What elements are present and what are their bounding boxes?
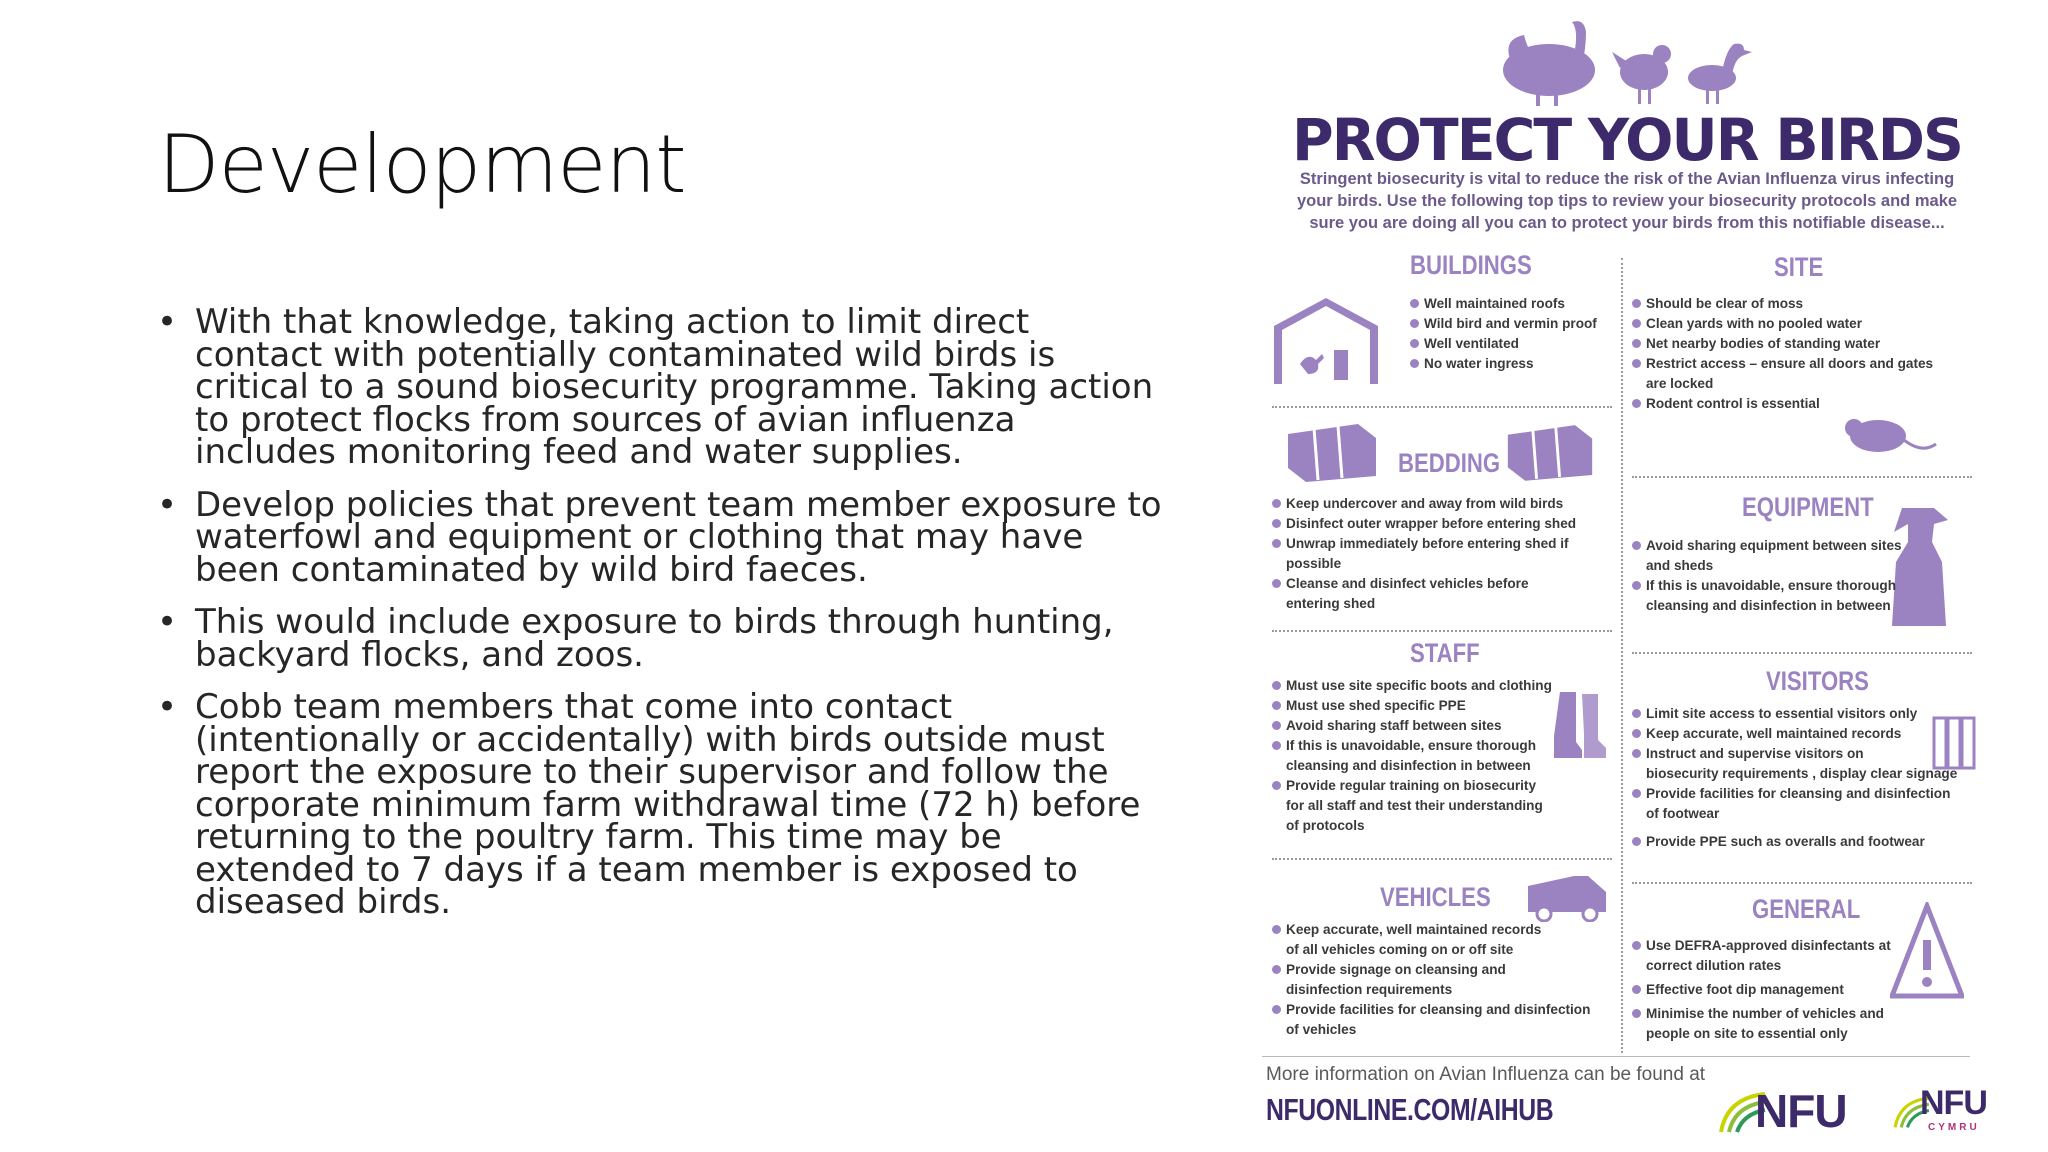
bullet-text: Develop policies that prevent team member exposure to waterfowl and equipment or clothing that may have been contaminated by wild bird faeces.: [195, 484, 1162, 590]
list-item-continuation: of footwear: [1646, 806, 1720, 821]
section-heading-general: GENERAL: [1752, 894, 1861, 924]
list-item: Keep undercover and away from wild birds: [1272, 494, 1576, 514]
list-item: Disinfect outer wrapper before entering shed: [1272, 514, 1576, 534]
section-divider: [1632, 476, 1972, 478]
list-item: Avoid sharing staff between sites: [1272, 716, 1552, 736]
list-item: Net nearby bodies of standing water: [1632, 334, 1933, 354]
bullet-dot: •: [157, 484, 178, 525]
nfu-logo: [1717, 1084, 1867, 1136]
warning-icon: [1890, 902, 1964, 1000]
list-item-continuation: biosecurity requirements , display clear signage: [1646, 766, 1958, 781]
section-divider: [1632, 652, 1972, 654]
bullet-item: [155, 302, 1165, 472]
list-item: Wild bird and vermin proof: [1410, 314, 1597, 334]
poster-intro: Stringent biosecurity is vital to reduce the risk of the Avian Influenza virus infecting your birds. Use the following top tips to review your biosecurity protocols and make sure you are doing all you can to protect your birds from this notifiable disease...: [1296, 170, 1958, 232]
list-item: Restrict access – ensure all doors and gates: [1632, 354, 1933, 374]
bale-icon: [1284, 420, 1380, 484]
list-item-continuation: of all vehicles coming on or off site: [1286, 942, 1514, 957]
turkey-icon: [1503, 21, 1595, 106]
biosecurity-poster: [1262, 6, 1987, 1152]
equipment-list: [1632, 536, 1902, 616]
list-item: Avoid sharing equipment between sites: [1632, 536, 1902, 556]
list-item: Well ventilated: [1410, 334, 1597, 354]
bale-icon: [1504, 420, 1596, 484]
list-item: Should be clear of moss: [1632, 294, 1933, 314]
duck-icon: [1688, 44, 1752, 104]
section-heading-equipment: EQUIPMENT: [1742, 492, 1874, 522]
list-item: Keep accurate, well maintained records: [1272, 920, 1590, 940]
general-list: [1632, 936, 1891, 1044]
column-divider: [1621, 258, 1623, 1053]
buildings-list: [1410, 294, 1597, 374]
list-item: Clean yards with no pooled water: [1632, 314, 1933, 334]
list-item-continuation: people on site to essential only: [1646, 1026, 1848, 1041]
bullet-item: [155, 484, 1165, 590]
list-item: Minimise the number of vehicles and: [1632, 1004, 1891, 1024]
rat-icon: [1842, 404, 1938, 458]
list-item-continuation: and sheds: [1646, 558, 1714, 573]
list-item: Provide facilities for cleansing and disinfection: [1632, 784, 1957, 804]
bullet-text: This would include exposure to birds through hunting, backyard flocks, and zoos.: [195, 602, 1114, 675]
section-divider: [1272, 406, 1612, 408]
list-item-continuation: possible: [1286, 556, 1342, 571]
bullet-item: [155, 687, 1165, 922]
van-icon: [1524, 872, 1610, 922]
list-item: Provide PPE such as overalls and footwear: [1632, 832, 1957, 852]
section-divider: [1272, 630, 1612, 632]
section-divider: [1272, 858, 1612, 860]
list-item: Well maintained roofs: [1410, 294, 1597, 314]
poster-title: PROTECT YOUR BIRDS: [1292, 106, 1962, 174]
bullet-dot: •: [157, 687, 178, 727]
list-item: Use DEFRA-approved disinfectants at: [1632, 936, 1891, 956]
hen-icon: [1612, 45, 1671, 104]
section-heading-buildings: BUILDINGS: [1410, 250, 1532, 280]
nfu-cymru-logo-text: NFU: [1920, 1084, 1987, 1122]
staff-list: [1272, 676, 1552, 836]
bullet-text: With that knowledge, taking action to limit direct contact with potentially contaminated wild birds is critical to a sound biosecurity programme. Taking action to protect flocks from sources of avian influenza includes monitoring feed and water supplies.: [195, 302, 1154, 472]
section-heading-site: SITE: [1774, 252, 1824, 282]
list-item: Rodent control is essential: [1632, 394, 1933, 414]
list-item: If this is unavoidable, ensure thorough: [1632, 576, 1902, 596]
list-item-continuation: of protocols: [1286, 818, 1365, 833]
vehicles-list: [1272, 920, 1590, 1040]
list-item: Provide regular training on biosecurity: [1272, 776, 1552, 796]
list-item-continuation: of vehicles: [1286, 1022, 1357, 1037]
list-item: Provide facilities for cleansing and disinfection: [1272, 1000, 1590, 1020]
slide-title: Development: [158, 118, 686, 211]
shed-icon: [1270, 292, 1382, 388]
bedding-list: [1272, 494, 1576, 614]
poultry-icons: [1494, 10, 1754, 106]
cymru-label: CYMRU: [1928, 1122, 1980, 1133]
footer-text: More information on Avian Influenza can be found at: [1266, 1064, 1706, 1085]
site-list: [1632, 294, 1933, 414]
nfu-logo-text: NFU: [1755, 1085, 1847, 1137]
bullet-dot: •: [157, 602, 178, 642]
section-heading-visitors: VISITORS: [1766, 666, 1869, 696]
list-item: Provide signage on cleansing and: [1272, 960, 1590, 980]
boots-icon: [1552, 690, 1608, 762]
section-divider: [1632, 882, 1972, 884]
section-heading-vehicles: VEHICLES: [1380, 882, 1491, 912]
footer-url[interactable]: NFUONLINE.COM/AIHUB: [1266, 1092, 1554, 1127]
visitors-list: [1632, 704, 1957, 852]
list-item-continuation: correct dilution rates: [1646, 958, 1782, 973]
list-item: Must use shed specific PPE: [1272, 696, 1552, 716]
list-item: Keep accurate, well maintained records: [1632, 724, 1957, 744]
list-item: If this is unavoidable, ensure thorough: [1272, 736, 1552, 756]
nfu-cymru-logo: [1892, 1084, 1987, 1140]
list-item-continuation: are locked: [1646, 376, 1714, 391]
list-item-continuation: cleansing and disinfection in between: [1286, 758, 1531, 773]
list-item: No water ingress: [1410, 354, 1597, 374]
list-item: Unwrap immediately before entering shed if: [1272, 534, 1576, 554]
list-item-continuation: disinfection requirements: [1286, 982, 1453, 997]
list-item: Effective foot dip management: [1632, 980, 1891, 1000]
list-item: Cleanse and disinfect vehicles before: [1272, 574, 1576, 594]
footer-divider: [1262, 1056, 1970, 1057]
bullet-item: [155, 602, 1165, 675]
list-item-continuation: for all staff and test their understanding: [1286, 798, 1543, 813]
list-item: Instruct and supervise visitors on: [1632, 744, 1957, 764]
section-heading-bedding: BEDDING: [1398, 448, 1501, 478]
bullet-list: [155, 302, 1165, 939]
bullet-text: Cobb team members that come into contact (intentionally or accidentally) with birds outside must report the exposure to their supervisor and follow the corporate minimum farm withdrawal time (72 h) before returning to the poultry farm. This time may be extended to 7 days if a team member is exposed to diseased birds.: [195, 687, 1141, 922]
bullet-dot: •: [157, 302, 178, 342]
folders-icon: [1932, 712, 1978, 770]
list-item: Must use site specific boots and clothing: [1272, 676, 1552, 696]
list-item-continuation: cleansing and disinfection in between: [1646, 598, 1891, 613]
list-item-continuation: entering shed: [1286, 596, 1376, 611]
section-heading-staff: STAFF: [1410, 638, 1480, 668]
list-item: Limit site access to essential visitors only: [1632, 704, 1957, 724]
